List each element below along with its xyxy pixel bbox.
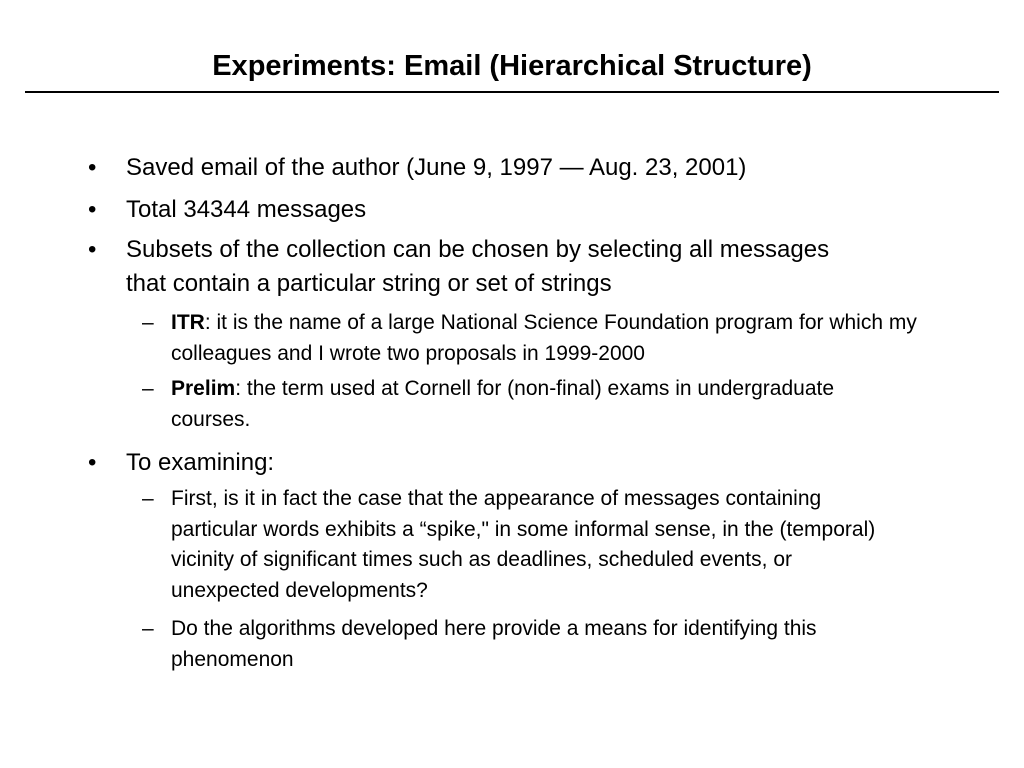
dash-marker: –	[142, 377, 154, 400]
bullet-item	[88, 151, 986, 185]
dash-marker: –	[142, 311, 154, 334]
bullet-text: Subsets of the collection can be chosen by selecting all messages that contain a particular string or set of strings	[126, 236, 830, 297]
sub-bullet-text: : it is the name of a large National Science Foundation program for which my colleagues and I wrote two proposals in 1999-2000	[171, 311, 917, 365]
bullet-item	[88, 446, 986, 480]
bullet-marker: •	[88, 154, 97, 181]
dash-marker: –	[142, 487, 154, 510]
bullet-item	[88, 233, 856, 301]
sub-bullet-text: : the term used at Cornell for (non-final) exams in undergraduate courses.	[171, 377, 835, 431]
slide-title: Experiments: Email (Hierarchical Structure)	[212, 50, 812, 82]
term-itr: ITR	[171, 311, 205, 334]
sub-bullet-item	[142, 308, 941, 369]
bullet-text: Total 34344 messages	[126, 196, 367, 223]
sub-bullet-text: First, is it in fact the case that the appearance of messages containing particular words exhibits a “spike," in some informal sense, in the (temporal) vicinity of significant times such as deadlines, scheduled events, or unexpected developments?	[171, 487, 876, 602]
bullet-text: Saved email of the author (June 9, 1997 — Aug. 23, 2001)	[126, 154, 747, 181]
bullet-marker: •	[88, 236, 97, 263]
sub-bullet-item	[142, 614, 931, 675]
sub-bullet-item	[142, 484, 886, 606]
title-divider	[25, 91, 999, 93]
sub-bullet-item	[142, 374, 851, 435]
bullet-item	[88, 193, 986, 227]
sub-bullet-text: Do the algorithms developed here provide a means for identifying this phenomenon	[171, 617, 817, 671]
bullet-marker: •	[88, 449, 97, 476]
term-prelim: Prelim	[171, 377, 236, 400]
bullet-text: To examining:	[126, 449, 275, 476]
dash-marker: –	[142, 617, 154, 640]
bullet-marker: •	[88, 196, 97, 223]
